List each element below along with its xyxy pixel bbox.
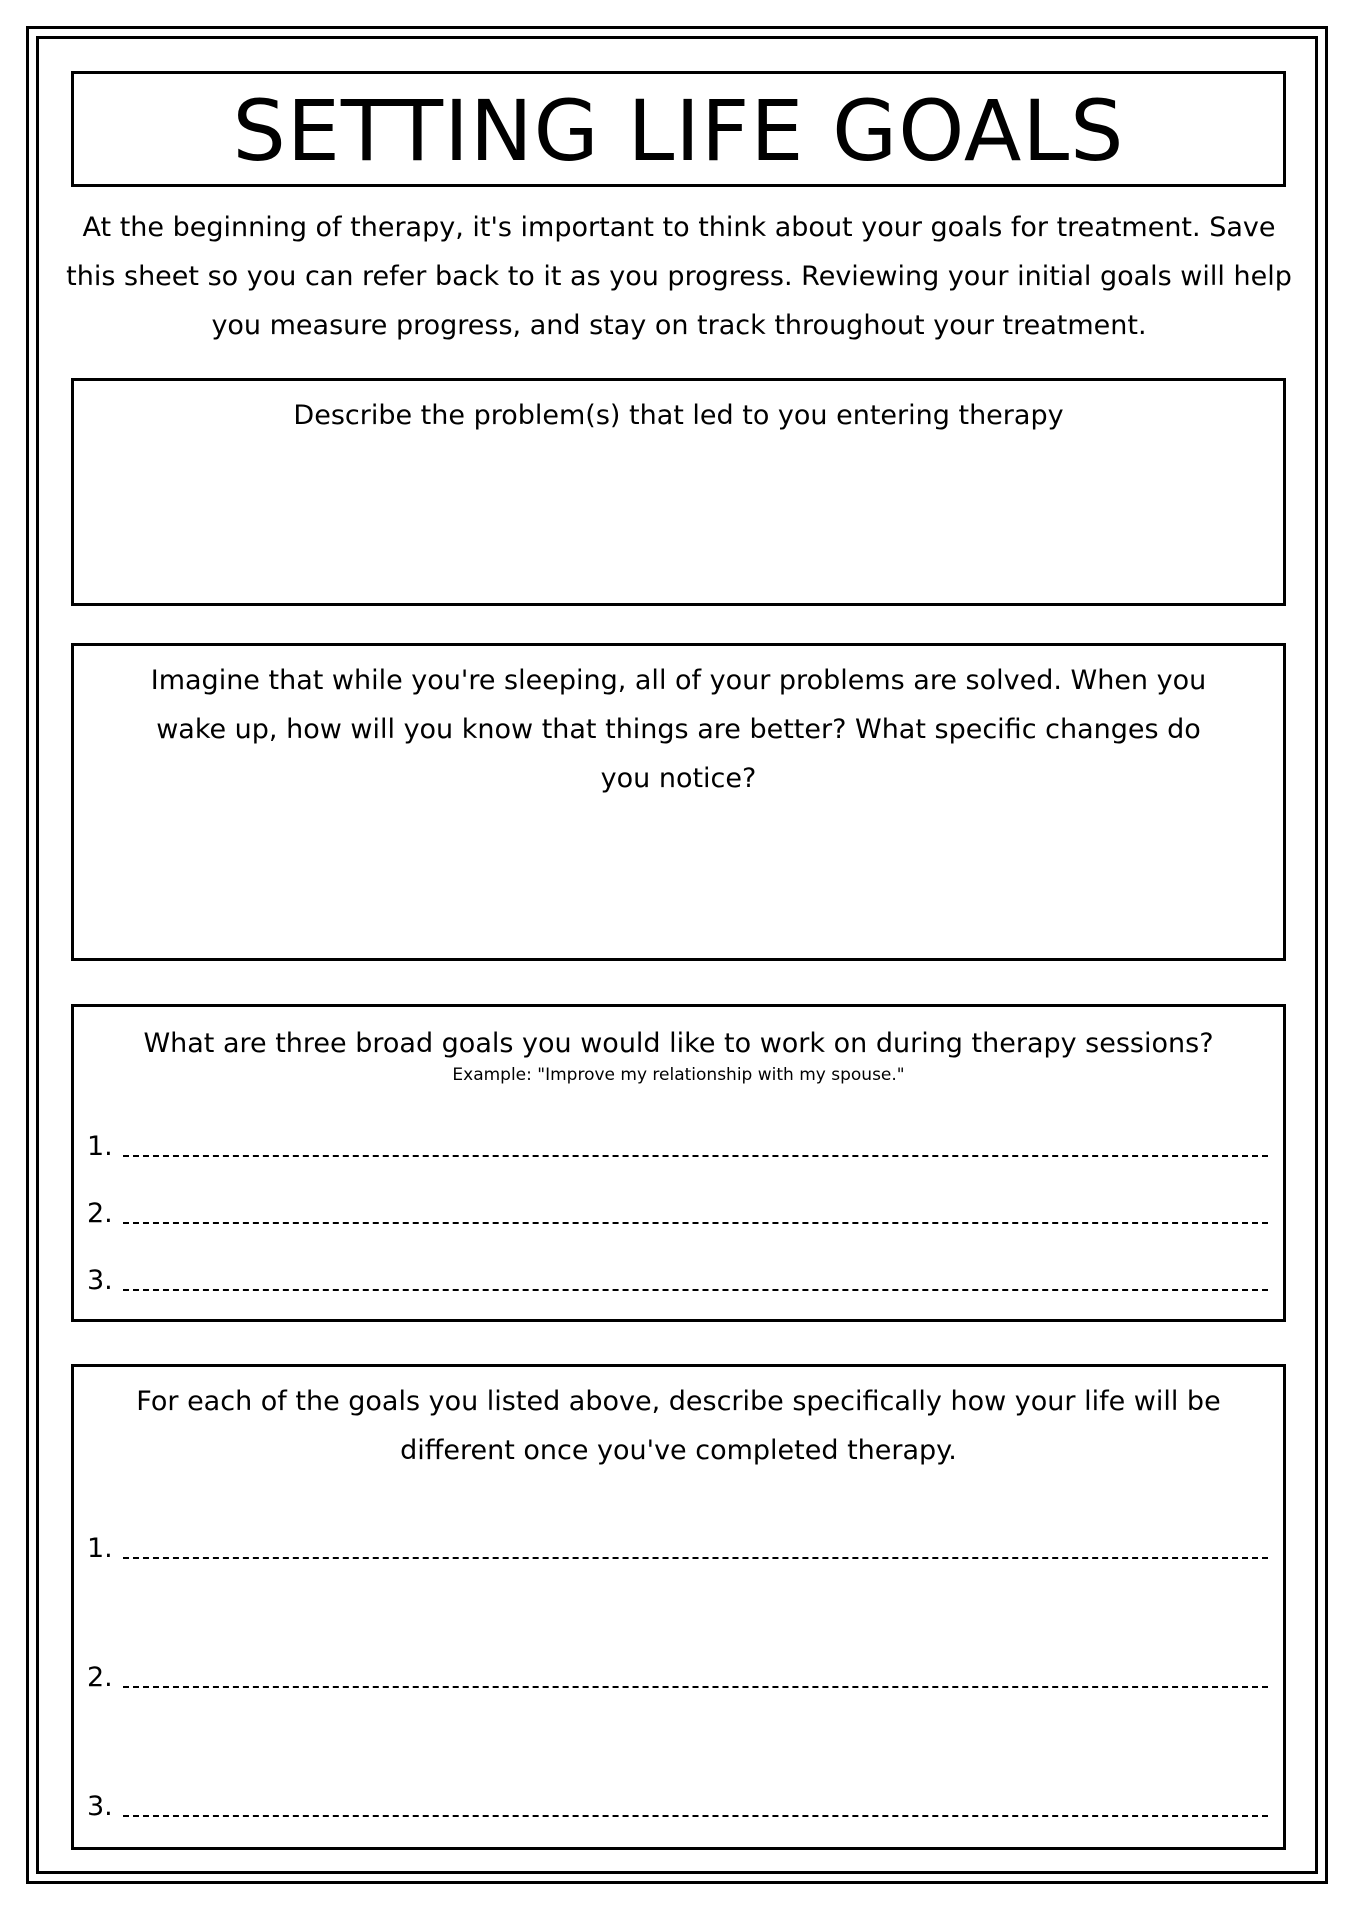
outcome-answer-rule[interactable]	[123, 1664, 1268, 1688]
goal-answer-rule[interactable]	[123, 1200, 1268, 1224]
intro-paragraph: At the beginning of therapy, it's important to think about your goals for treatment. Save this sheet so you can refer back to it as you progress. Reviewing your initial goals will help you measure progress, and stay on track throughout your treatment.	[66, 212, 1292, 341]
outcomes-prompt: For each of the goals you listed above, describe specifically how your life will be different once you've completed therapy.	[136, 1386, 1221, 1466]
page-title: SETTING LIFE GOALS	[232, 82, 1125, 180]
outcome-answer-rule[interactable]	[123, 1793, 1268, 1817]
goal-answer-rule[interactable]	[123, 1133, 1268, 1157]
goal-line-3[interactable]	[87, 1265, 1268, 1296]
miracle-prompt: Imagine that while you're sleeping, all of your problems are solved. When you wake up, how will you know that things are better? What specific changes do you notice?	[150, 665, 1207, 794]
goal-line-number: 1.	[87, 1131, 113, 1162]
title-box	[71, 71, 1286, 187]
outcome-line-3[interactable]	[87, 1791, 1268, 1822]
outcome-line-2[interactable]	[87, 1662, 1268, 1693]
goals-box	[71, 1004, 1286, 1322]
goal-line-2[interactable]	[87, 1198, 1268, 1229]
problem-prompt: Describe the problem(s) that led to you entering therapy	[293, 400, 1064, 431]
outcome-line-number: 1.	[87, 1533, 113, 1564]
goals-prompt: What are three broad goals you would like to work on during therapy sessions?	[143, 1028, 1214, 1059]
goal-line-1[interactable]	[87, 1131, 1268, 1162]
outcome-line-number: 3.	[87, 1791, 113, 1822]
goal-line-number: 2.	[87, 1198, 113, 1229]
goal-answer-rule[interactable]	[123, 1267, 1268, 1291]
miracle-box[interactable]	[71, 643, 1286, 961]
outcomes-box	[71, 1364, 1286, 1850]
problem-box[interactable]	[71, 378, 1286, 606]
goal-line-number: 3.	[87, 1265, 113, 1296]
outcome-line-number: 2.	[87, 1662, 113, 1693]
outcome-answer-rule[interactable]	[123, 1535, 1268, 1559]
outcome-line-1[interactable]	[87, 1533, 1268, 1564]
goals-example: Example: "Improve my relationship with my spouse."	[452, 1065, 905, 1085]
